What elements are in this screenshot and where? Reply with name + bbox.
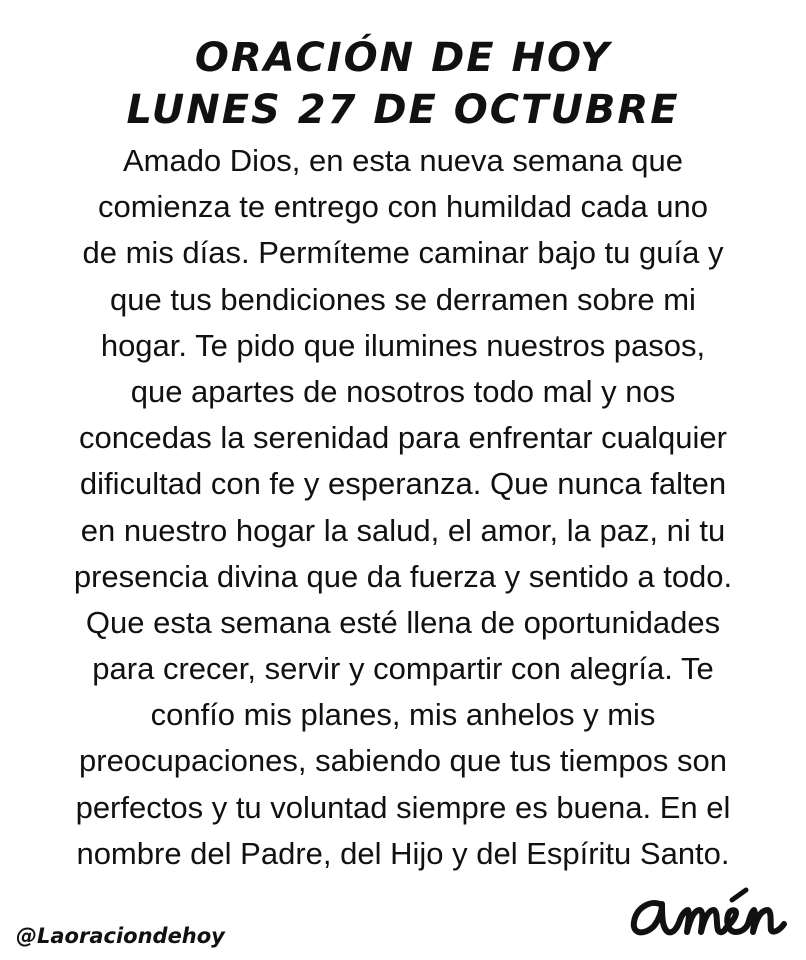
- prayer-line: preocupaciones, sabiendo que tus tiempos son: [79, 743, 727, 779]
- prayer-line: comienza te entrego con humildad cada uno: [97, 189, 709, 225]
- prayer-line: en nuestro hogar la salud, el amor, la paz, ni tu: [80, 512, 726, 548]
- amen-signature: [624, 870, 794, 950]
- prayer-line: nombre del Padre, del Hijo y del Espíritu Santo.: [76, 835, 730, 871]
- prayer-line: confío mis planes, mis anhelos y mis: [150, 697, 656, 733]
- prayer-line: Amado Dios, en esta nueva semana que: [122, 143, 684, 178]
- prayer-line: de mis días. Permíteme caminar bajo tu guía y: [82, 235, 724, 271]
- social-handle: @Laoraciondehoy: [16, 924, 225, 948]
- prayer-line: Que esta semana esté llena de oportunidades: [85, 604, 721, 640]
- prayer-text: [0, 138, 806, 877]
- page-title-line-1: ORACIÓN DE HOY: [194, 35, 612, 81]
- prayer-line: presencia divina que da fuerza y sentido a todo.: [73, 558, 733, 594]
- prayer-line: para crecer, servir y compartir con alegría. Te: [92, 651, 714, 687]
- prayer-line: que apartes de nosotros todo mal y nos: [130, 373, 676, 409]
- prayer-line: que tus bendiciones se derramen sobre mi: [110, 281, 696, 317]
- prayer-line: hogar. Te pido que ilumines nuestros pasos,: [100, 327, 706, 363]
- page-title-line-2: LUNES 27 DE OCTUBRE: [126, 87, 680, 133]
- prayer-line: concedas la serenidad para enfrentar cualquier: [79, 420, 727, 456]
- prayer-line: perfectos y tu voluntad siempre es buena. En el: [75, 789, 731, 825]
- prayer-line: dificultad con fe y esperanza. Que nunca falten: [79, 466, 727, 502]
